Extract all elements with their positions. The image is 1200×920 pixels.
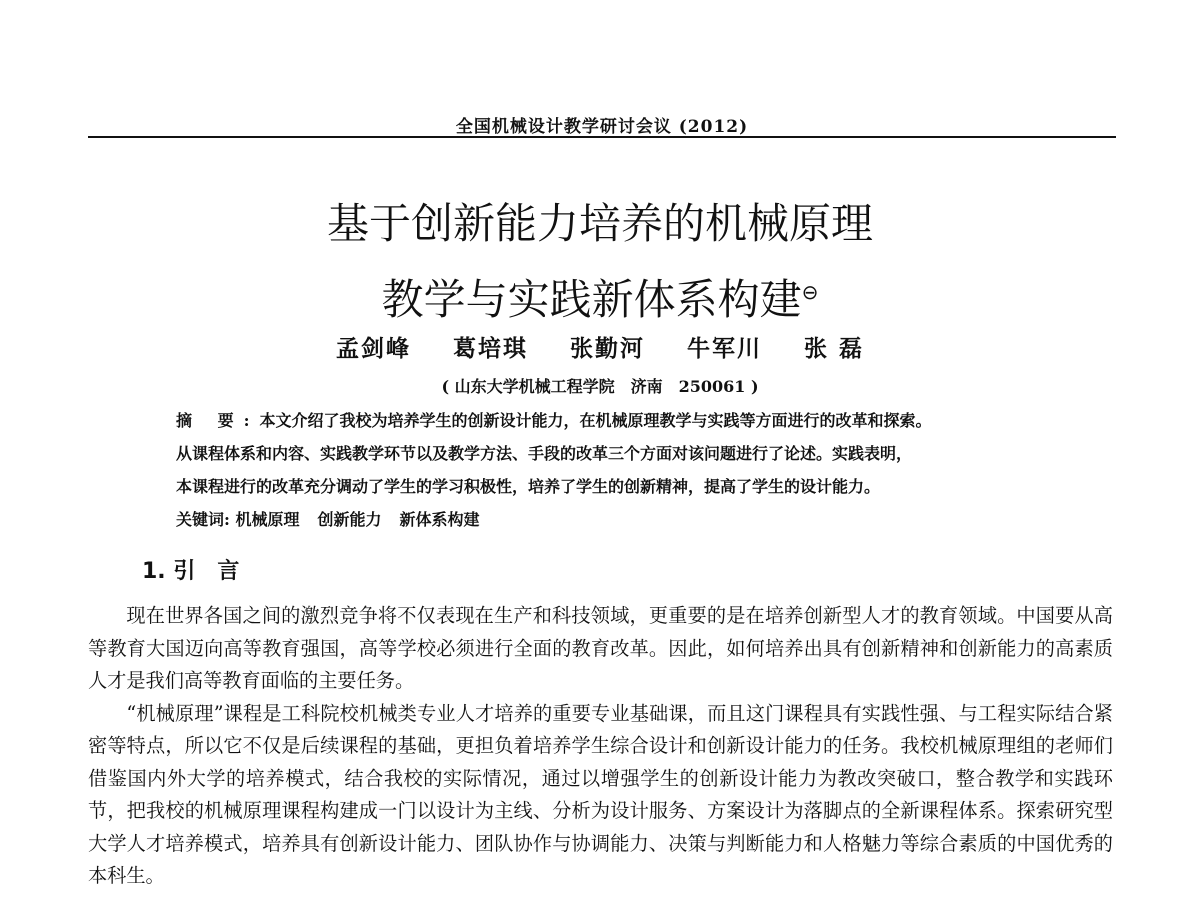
- paper-title: [100, 190, 1100, 334]
- section-heading: [142, 554, 239, 585]
- keyword: 新体系构建: [399, 510, 480, 529]
- keyword: 创新能力: [317, 510, 382, 529]
- abstract-label: 摘 要:: [176, 411, 260, 430]
- title-line-2: 教学与实践新体系构建: [381, 275, 802, 324]
- paragraph: “机械原理”课程是工科院校机械类专业人才培养的重要专业基础课，而且这门课程具有实践性强、与工程实际结合紧密等特点，所以它不仅是后续课程的基础，更担负着培养学生综合设计和创新设计能力的任务。我校机械原理组的老师们借鉴国内外大学的培养模式，结合我校的实际情况，通过以增强学生的创新设计能力为教改突破口，整合教学和实践环节，把我校的机械原理课程构建成一门以设计为主线、分析为设计服务、方案设计为落脚点的全新课程体系。探索研究型大学人才培养模式，培养具有创新设计能力、团队协作与协调能力、决策与判断能力和人格魅力等综合素质的中国优秀的本科生。: [88, 701, 1113, 887]
- body-text: [88, 600, 1113, 893]
- affiliation: ( 山东大学机械工程学院 济南 250061 ): [441, 377, 759, 396]
- title-line-1: 基于创新能力培养的机械原理: [326, 199, 873, 248]
- author-name: 孟剑峰: [335, 335, 411, 362]
- header-rule: [88, 136, 1116, 138]
- author-name: 葛培琪: [452, 335, 528, 362]
- keyword: 机械原理: [235, 510, 300, 529]
- abstract-line: 本课程进行的改革充分调动了学生的学习积极性，培养了学生的创新精神，提高了学生的设计能力。: [176, 477, 881, 496]
- abstract-line: [176, 404, 1056, 437]
- abstract-text: 本文介绍了我校为培养学生的创新设计能力，在机械原理教学与实践等方面进行的改革和探索。: [259, 411, 932, 430]
- author-name: 牛军川: [687, 335, 762, 362]
- section-number: 1.: [142, 559, 166, 584]
- author-name: 张勤河: [569, 335, 645, 362]
- title-footnote-mark: ⊖: [801, 280, 819, 304]
- abstract-line: 从课程体系和内容、实践教学环节以及教学方法、手段的改革三个方面对该问题进行了论述。实践表明，: [176, 444, 913, 463]
- running-header: 全国机械设计教学研讨会议 (2012): [455, 117, 749, 137]
- paragraph: 现在世界各国之间的激烈竞争将不仅表现在生产和科技领域，更重要的是在培养创新型人才的教育领域。中国要从高等教育大国迈向高等教育强国，高等学校必须进行全面的教育改革。因此，如何培养出具有创新精神和创新能力的高素质人才是我们高等教育面临的主要任务。: [88, 604, 1113, 692]
- author-list: [100, 330, 1100, 363]
- keywords-label: 关键词:: [176, 510, 230, 529]
- keywords: [176, 503, 1056, 536]
- section-title: 引 言: [173, 559, 240, 584]
- abstract: [176, 404, 1056, 536]
- author-name: 张 磊: [804, 335, 865, 362]
